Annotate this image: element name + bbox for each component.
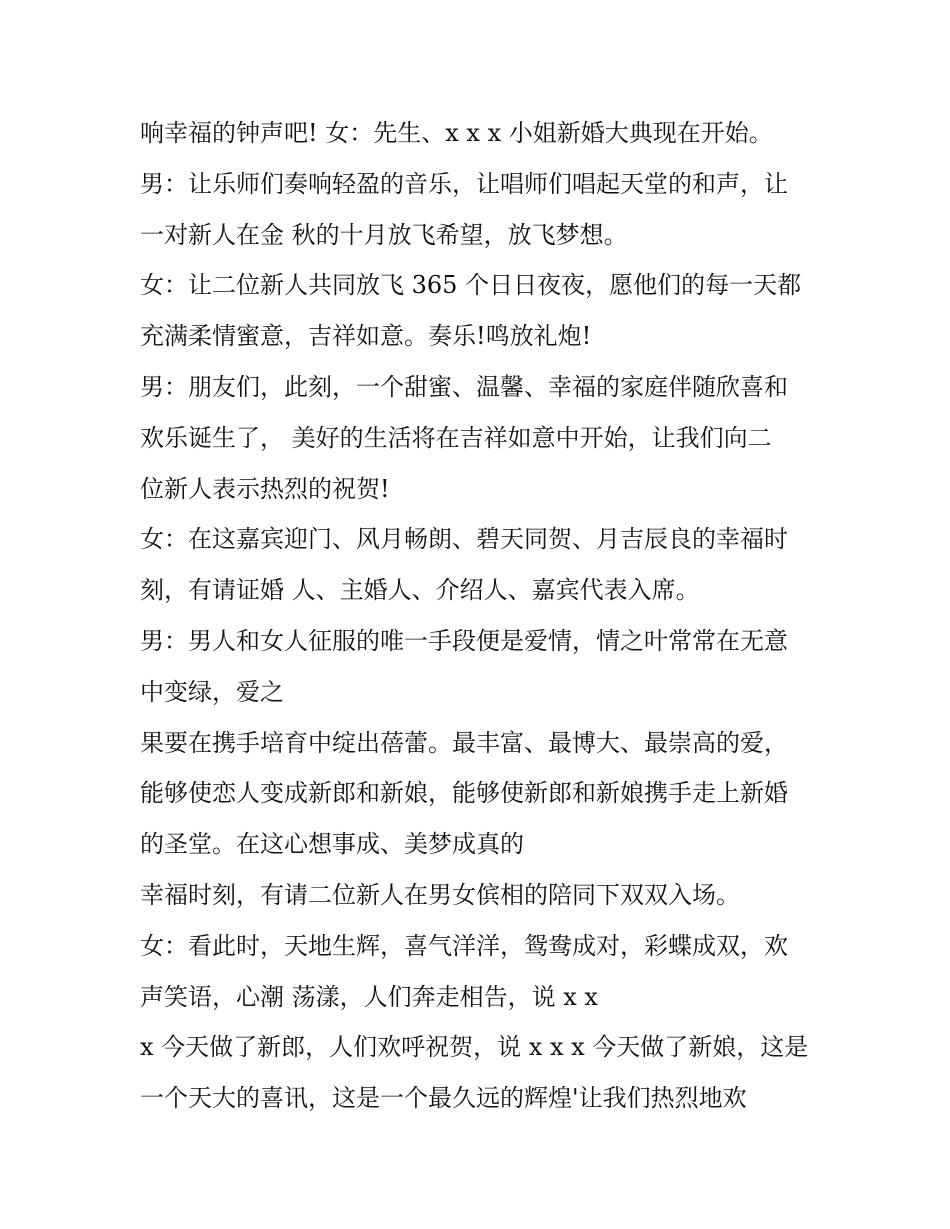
text-line: 女：让二位新人共同放飞 365 个日日夜夜，愿他们的每一天都 (140, 271, 802, 300)
text-line: 声笑语，心潮 荡漾，人们奔走相告，说 x x (140, 982, 598, 1011)
text-line: 能够使恋人变成新郎和新娘，能够使新郎和新娘携手走上新婚 (140, 779, 788, 808)
text-line: 男：让乐师们奏响轻盈的音乐，让唱师们唱起天堂的和声，让 (140, 169, 788, 198)
text-line: 男：男人和女人征服的唯一手段便是爱情，情之叶常常在无意 (140, 626, 788, 655)
text-line: 男：朋友们，此刻，一个甜蜜、温馨、幸福的家庭伴随欣喜和 (140, 372, 788, 401)
document-body (140, 108, 820, 1124)
text-line: 果要在携手培育中绽出蓓蕾。最丰富、最博大、最崇高的爱， (140, 728, 788, 757)
text-line: 女：看此时，天地生辉，喜气洋洋，鸳鸯成对，彩蝶成双，欢 (140, 931, 788, 960)
text-line: 幸福时刻，有请二位新人在男女傧相的陪同下双双入场。 (140, 880, 740, 909)
text-line: 充满柔情蜜意，吉祥如意。奏乐!鸣放礼炮! (140, 322, 592, 351)
text-line: 一个天大的喜讯，这是一个最久远的辉煌'让我们热烈地欢 (140, 1084, 747, 1113)
text-line: 一对新人在金 秋的十月放飞希望，放飞梦想。 (140, 220, 628, 249)
text-line: 刻，有请证婚 人、主婚人、介绍人、嘉宾代表入席。 (140, 576, 700, 605)
text-line: 位新人表示热烈的祝贺! (140, 474, 390, 503)
text-line: 女：在这嘉宾迎门、风月畅朗、碧天同贺、月吉辰良的幸福时 (140, 525, 788, 554)
text-line: 中变绿，爱之 (140, 677, 284, 706)
text-line: 响幸福的钟声吧! 女：先生、x x x 小姐新婚大典现在开始。 (140, 119, 773, 147)
text-line: x 今天做了新郎，人们欢呼祝贺，说 x x x 今天做了新娘，这是 (140, 1033, 809, 1062)
text-line: 的圣堂。在这心想事成、美梦成真的 (140, 830, 524, 859)
text-line: 欢乐诞生了， 美好的生活将在吉祥如意中开始，让我们向二 (140, 423, 772, 452)
